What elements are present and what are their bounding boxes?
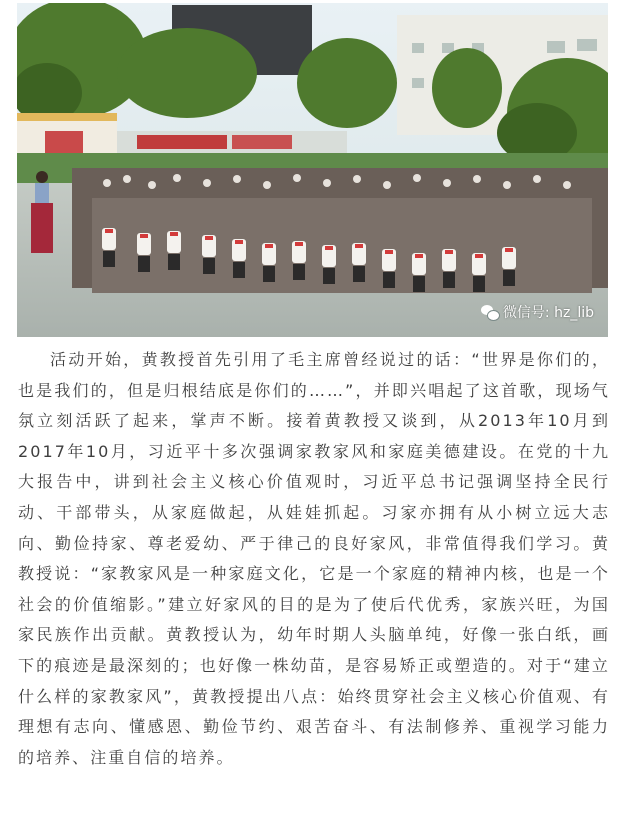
article-paragraph: 活动开始，黄教授首先引用了毛主席曾经说过的话：“世界是你们的，也是我们的，但是归根结底是你们的……”，并即兴唱起了这首歌，现场气氛立刻活跃了起来，掌声不断。接着黄教授又谈到，从2013年10月到2017年10月，习近平十多次强调家教家风和家庭美德建设。在党的十九大报告中，讲到社会主义核心价值观时，习近平总书记强调坚持全民行动、干部带头，从家庭做起，从娃娃抓起。习家亦拥有从小树立远大志向、勤俭持家、尊老爱幼、严于律己的良好家风，非常值得我们学习。黄教授说：“家教家风是一种家庭文化，它是一个家庭的精神内核，也是一个社会的价值缩影。”建立好家风的目的是为了使后代优秀，家族兴旺，为国家民族作出贡献。黄教授认为，幼年时期人头脑单纯，好像一张白纸，画下的痕迹是最深刻的；也好像一株幼苗，是容易矫正或塑造的。对于“建立什么样的家教家风”，黄教授提出八点：始终贯穿社会主义核心价值观、有理想有志向、懂感恩、勤俭节约、艰苦奋斗、有法制修养、重视学习能力的培养、注重自信的培养。 <box>18 350 610 767</box>
event-photo-illustration <box>17 3 608 337</box>
event-photo <box>17 3 608 337</box>
watermark-text: 微信号: hz_lib <box>502 305 594 321</box>
wechat-watermark <box>481 302 594 322</box>
wechat-icon <box>481 304 499 320</box>
